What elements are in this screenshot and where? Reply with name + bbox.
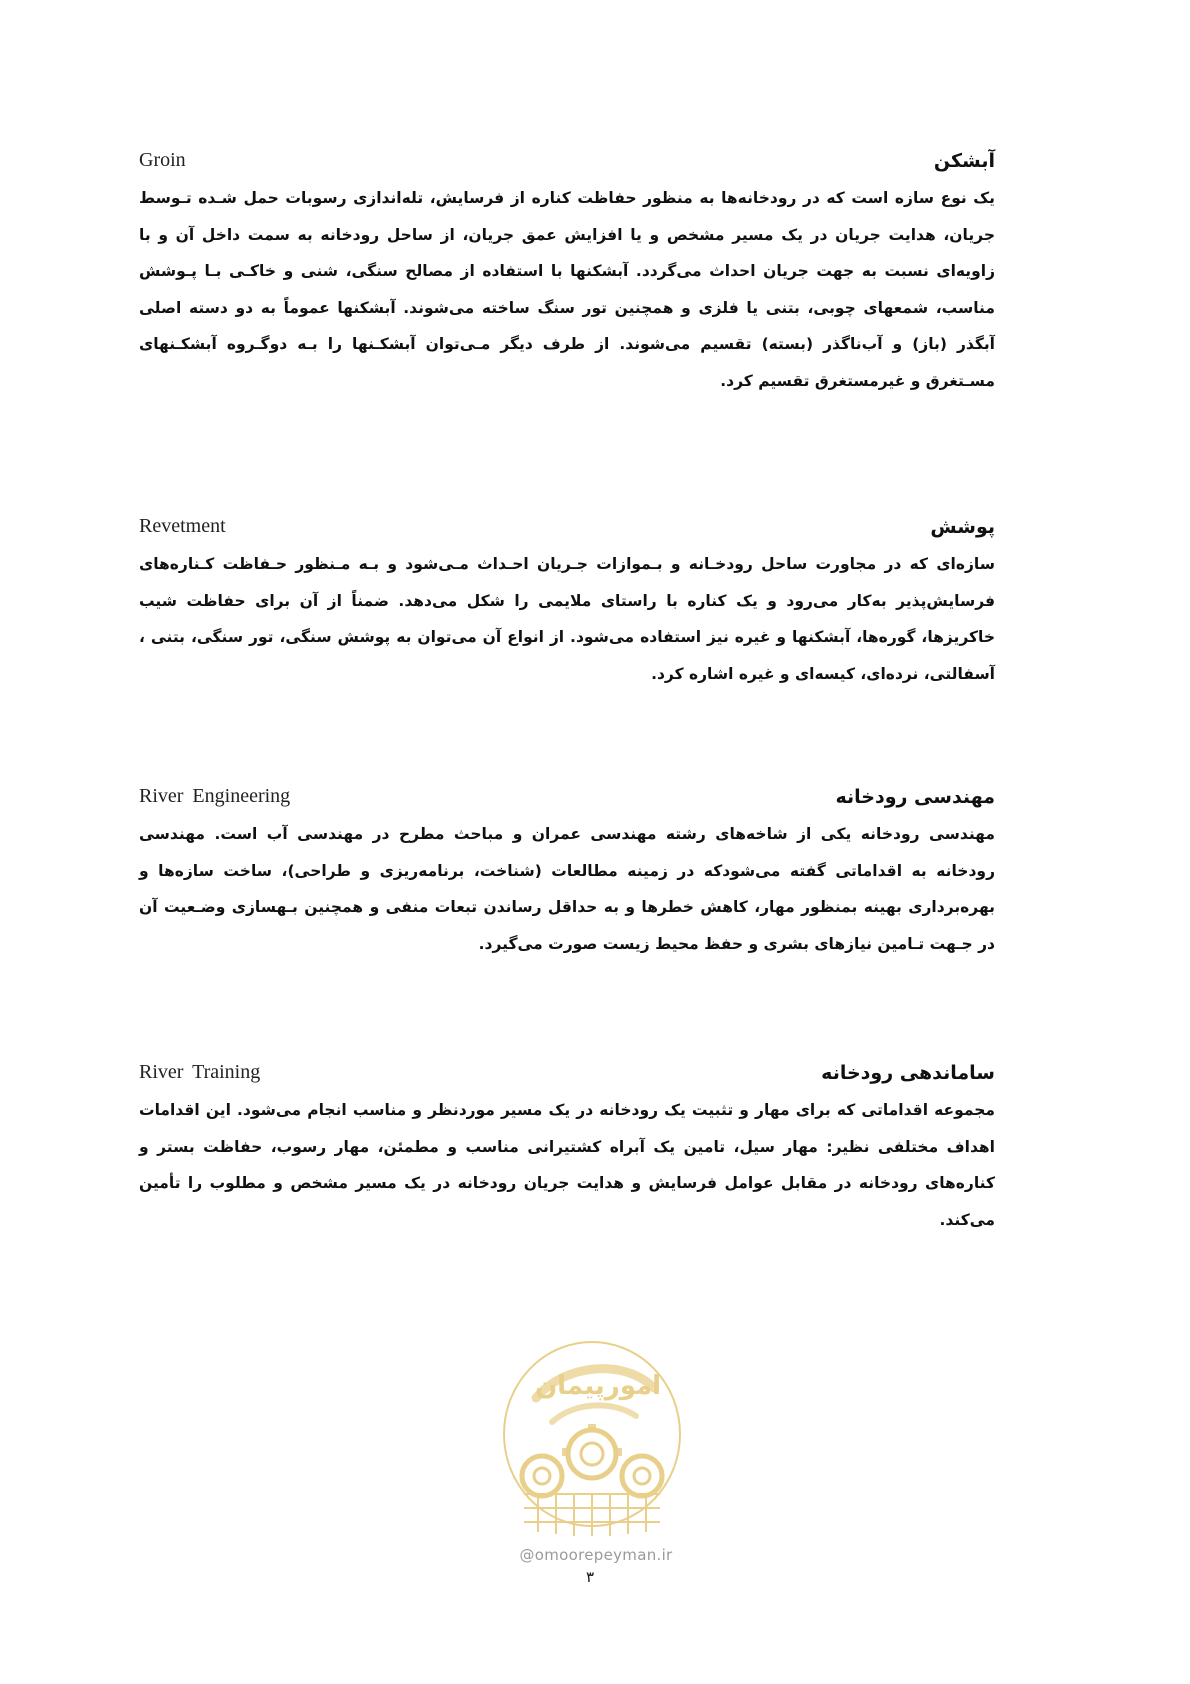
term-english: River Training xyxy=(139,1061,261,1083)
term-definition: مجموعه اقداماتی که برای مهار و تثبیت یک رودخانه در یک مسیر موردنظر و مناسب انجام می‌شود. این اقدامات اهداف مختلفی نظیر: مهار سیل، تامین یک آبراه کشتیرانی مناسب و مطمئن، مهار رسوب، حفاظت بستر و کناره‌های رودخانه در مقابل عوامل فرسایش و هدایت جریان رودخانه در یک مسیر مشخص و مطلوب را تأمین می‌کند. xyxy=(139,1101,995,1229)
watermark-url: @omoorepeyman.ir xyxy=(519,1546,673,1564)
term-persian: پوشش xyxy=(930,516,995,538)
term-english: River Engineering xyxy=(139,785,291,807)
glossary-entry-river-training xyxy=(139,1058,995,1238)
term-persian: مهندسی رودخانه xyxy=(835,786,995,808)
term-definition: سازه‌ای که در مجاورت ساحل رودخـانه و بـموازات جـریان احـداث مـی‌شود و بـه مـنظور حـفاظت کـناره‌های فرسایش‌پذیر به‌کار می‌رود و یک کناره با راستای ملایمی را شکل می‌دهد. ضمناً از آن برای حفاظت شیب خاکریزها، گوره‌ها، آبشکنها و غیره نیز استفاده می‌شود. از انواع آن می‌توان به پوشش سنگی، تور سنگی، بتنی ، آسفالتی، نرده‌ای، کیسه‌ای و غیره اشاره کرد. xyxy=(139,555,995,683)
entry-heading xyxy=(139,146,995,180)
term-persian: آبشکن xyxy=(933,150,995,172)
entry-heading xyxy=(139,782,995,816)
glossary-entry-river-engineering xyxy=(139,782,995,962)
glossary-entry-groin xyxy=(139,146,995,399)
term-definition: مهندسی رودخانه یکی از شاخه‌های رشته مهندسی عمران و مباحث مطرح در مهندسی آب است. مهندسی رودخانه به اقداماتی گفته می‌شودکه در زمینه مطالعات (شناخت، برنامه‌ریزی و طراحی)، ساخت سازه‌ها و بهره‌برداری بهینه بمنظور مهار، کاهش خطرها و به حداقل رساندن تبعات منفی و همچنین بـهسازی وضـعیت آن در جـهت تـامین نیازهای بشری و حفظ محیط زیست صورت می‌گیرد. xyxy=(139,825,995,953)
term-persian: ساماندهی رودخانه xyxy=(821,1062,995,1084)
logo-emblem-icon xyxy=(494,1336,690,1546)
term-english: Groin xyxy=(139,149,186,171)
entry-heading xyxy=(139,1058,995,1092)
term-definition: یک نوع سازه است که در رودخانه‌ها به منظور حفاظت کناره از فرسایش، تله‌اندازی رسوبات حمل شـده تـوسط جریان، هدایت جریان در یک مسیر مشخص و یا افزایش عمق جریان، از ساحل رودخانه به سمت داخل آن و با زاویه‌ای نسبت به جهت جریان احداث می‌گردد. آبشکنها با استفاده از مصالح سنگی، شنی و خاکـی بـا پـوشش مناسب، شمعهای چوبی، بتنی یا فلزی و همچنین تور سنگ ساخته می‌شوند. آبشکنها عموماً به دو دسته اصلی آبگذر (باز) و آب‌ناگذر (بسته) تقسیم می‌شوند. از طرف دیگر مـی‌توان آبشکـنها را بـه دوگـروه آبشکـنهای مسـتغرق و غیرمستغرق تقسیم کرد. xyxy=(139,189,995,390)
page-number: ۳ xyxy=(585,1568,595,1586)
logo-text: امورپیمان xyxy=(534,1371,662,1401)
entry-heading xyxy=(139,512,995,546)
term-english: Revetment xyxy=(139,515,226,537)
watermark-logo xyxy=(494,1336,690,1558)
glossary-entry-revetment xyxy=(139,512,995,692)
